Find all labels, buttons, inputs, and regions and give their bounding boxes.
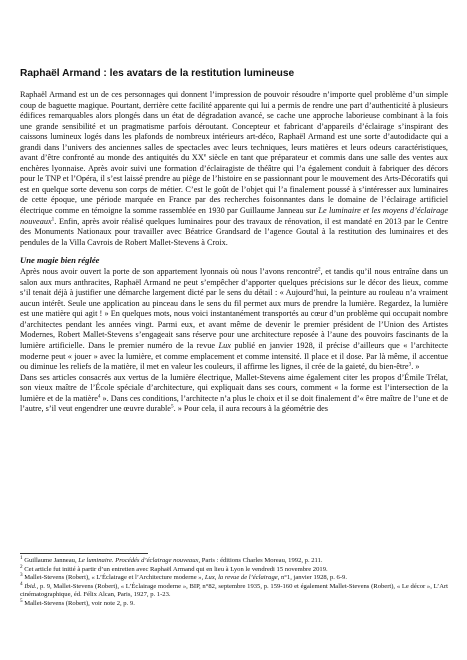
footnotes: [20, 553, 448, 609]
footnote-number: 2: [20, 563, 23, 570]
paragraph-1: [20, 90, 448, 248]
footnote-ref-5[interactable]: 5: [170, 403, 174, 410]
paragraph-3: [20, 373, 448, 415]
text-run: . »: [411, 362, 420, 372]
footnote-divider: [20, 553, 148, 554]
journal-title: Lux: [218, 341, 231, 351]
text-run: . Enfin, après avoir réalisé quelques luminaires pour des travaux de rénovation, il est mandaté en 2013 par le Centre des Monuments Nationaux pour travailler avec Béatrice Grandsard de l’agence Goutal à la restitution des luminaires et des pendules de la Villa Cavrois de Robert Mallet-Stevens à Croix.: [20, 216, 448, 247]
article-title: Raphaël Armand : les avatars de la restitution lumineuse: [20, 68, 295, 79]
footnote-number: 1: [20, 554, 23, 561]
section-heading: Une magie bien réglée: [20, 255, 100, 266]
text-run: ». Dans ces conditions, l’architecte n’a plus le choix et il se doit finalement d’« être maître de l’une et de l’autre, s’il veut engendrer une œuvre durable: [20, 393, 449, 414]
journal-title: Lux, la revue de l’éclairage: [204, 574, 278, 582]
footnote-ref-2[interactable]: 2: [317, 266, 321, 273]
text-run: , et tandis qu’il nous entraîne dans un salon aux murs anthracites, Raphaël Armand ne peut s’empêcher d’apporter quelques précisions sur le décor des lieux, comme s’il tenait déjà à justifier une démarche largement dicté par le sens du détail : « Aujourd’hui, la peinture au rouleau n’a vraiment aucun intérêt. Seule une application au pinceau dans le sens du fil permet aux murs de prendre la lumière. Regardez, la lumière est une matière qui agit ! » En quelques mots, nous voici instantanément transportés au cœur d’un problème qui occupait nombre d’architectes pendant les années vingt. Parmi eux, et avant même de devenir le premier président de l’Union des Artistes Modernes, Robert Mallet-Stevens s’engageait sans réserve pour une architecture reposée à l’aune des pouvoirs fascinants de la lumière artificielle. Dans le premier numéro de la revue: [20, 267, 448, 351]
text-run: Guillaume Janneau,: [22, 557, 79, 564]
text-run: Mallet-Stevens (Robert), voir note 2, p. 9.: [22, 599, 135, 607]
footnote-ref-1[interactable]: 1: [51, 215, 55, 222]
footnote-4: [20, 580, 449, 600]
text-run: , p. 9, Mallet-Stevens (Robert), « L’Éclairage moderne », BIP, n°82, septembre 1935, p. 159-160 et également Mallet-Stevens (Robert), « Le décor », L’Art cinématographique, éd. Félix Alcan, Paris, 1927, p. 1-23.: [20, 582, 449, 599]
text-run: Dans ses articles consacrés aux vertus de la lumière électrique, Mallet-Stevens aime également citer les propos d’Émile Trélat, son vieux maître de l’École spéciale d’architecture, qui expliquait dans ses cours, comment « la forme est l’intersection de la lumière et de la matière: [20, 372, 448, 403]
footnote-1: [20, 554, 448, 566]
text-run: . » Pour cela, il aura recours à la géométrie des: [173, 404, 328, 414]
footnote-ref-3[interactable]: 3: [408, 361, 412, 368]
text-run: Mallet-Stevens (Robert), « L’Éclairage et l’Architecture moderne »,: [22, 574, 205, 582]
footnote-number: 4: [20, 580, 23, 587]
text-run: siècle en tant que préparateur et commis dans une salle des ventes aux enchères lyonnaise. Après avoir suivi une formation d’éclairagiste de théâtre qui l’a également conduit à fabriquer des décors pour le TNP et l’Opéra, il s’est laissé prendre au piège de l’histoire en se passionnant pour le mouvement des Arts-Décoratifs qui est en quelque sorte devenu son corps de métier. C’est le goût de l’objet qui l’a finalement poussé à s’intéresser aux luminaires de cette époque, une période marquée en France par des recherches foisonnantes dans le domaine de l’éclairage artificiel électrique comme en témoigne la somme rassemblée en 1930 par Guillaume Janneau sur: [20, 153, 448, 216]
text-run: , Paris : éditions Charles Moreau, 1992, p. 211.: [198, 557, 323, 564]
paragraph-2: [20, 267, 448, 372]
text-run: publié en janvier 1928, il précise d’ailleurs que « l’architecte moderne peut « jouer » avec la lumière, et comme emplacement et comme intensité. Il place et il dose. Par là même, il accentue ou diminue les reliefs de la matière, il met en valeur les couleurs, il affirme les lignes, il crée de la gaieté, du bien-être: [20, 341, 448, 372]
text-run: Cet article fut initié à partir d’un entretien avec Raphaël Armand qui en lieu à Lyon le vendredi 15 novembre 2019.: [22, 565, 328, 573]
book-title: Le luminaire et les moyens d’éclairage nouveaux: [20, 206, 448, 226]
text-run: Raphaël Armand est un de ces personnages qui donnent l’impression de pouvoir résoudre n’importe quel problème d’un simple coup de baguette magique. Pourtant, derrière cette facilité apparente qui lui a permis de rendre une part d’authenticité à plusieurs édifices remarquables alors plongés dans un état de dégradation avancé, se cache une approche laborieuse combinant à la fois une grande sensibilité et un pragmatisme parfois déroutant. Concepteur et fabricant d’appareils d’éclairage s’inspirant des caissons lumineux logés dans les plafonds de nombreux intérieurs art-déco, Raphaël Armand est une sorte d’autodidacte qui a grandi dans l’univers des anciennes salles de spectacles avec leurs techniques, leurs matières et leurs odeurs caractéristiques, avant d’être confronté au monde des antiquités du XX: [20, 90, 448, 163]
book-title: Le luminaire. Procédés d’éclairage nouveaux: [78, 557, 199, 564]
text-run: , n°1, janvier 1928, p. 6-9.: [277, 574, 347, 582]
footnote-number: 5: [20, 597, 23, 604]
footnote-3: [20, 574, 448, 583]
ibid: Ibid.: [24, 582, 37, 590]
footnote-number: 3: [20, 572, 23, 578]
footnote-5: [20, 597, 448, 609]
article-body: [20, 68, 448, 415]
superscript: e: [203, 152, 207, 159]
footnote-2: [20, 563, 448, 575]
footnote-ref-4[interactable]: 4: [97, 393, 101, 400]
text-run: Après nous avoir ouvert la porte de son appartement lyonnais où nous l’avons rencontré: [20, 267, 318, 277]
